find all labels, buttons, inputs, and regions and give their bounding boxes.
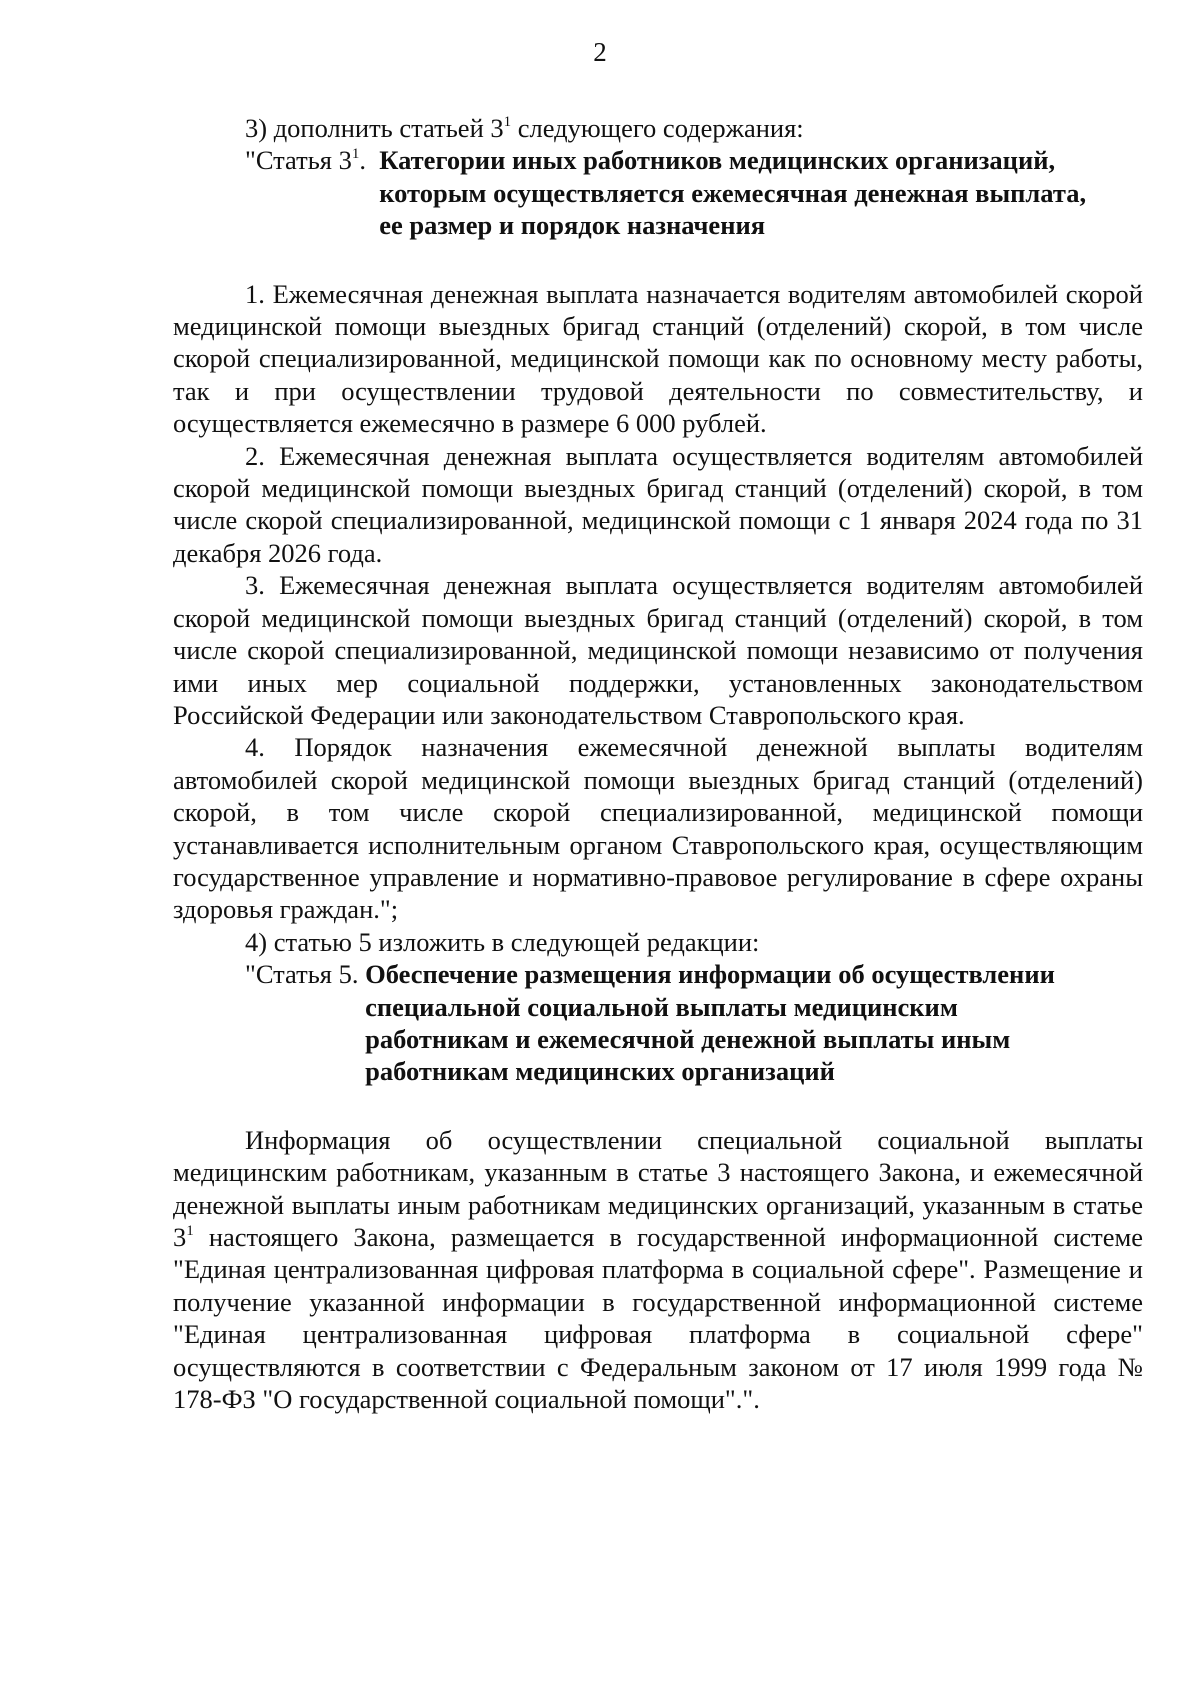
article-31-label-dot: .	[359, 145, 366, 176]
superscript: 1	[186, 1223, 194, 1239]
article-5-heading	[173, 958, 1143, 1088]
document-body	[173, 112, 1143, 1415]
article-31-paragraph-2: 2. Ежемесячная денежная выплата осуществляется водителям автомобилей скорой медицинской помощи выездных бригад станций (отделений) скорой, в том числе скорой специализированной, медицинской помощи с 1 января 2024 года по 31 декабря 2026 года.	[173, 440, 1143, 568]
article-5-title	[365, 958, 1143, 1088]
item-4-intro: 4) статью 5 изложить в следующей редакции:	[245, 926, 760, 957]
article-31-heading	[173, 144, 1143, 241]
article-5-title-line: специальной социальной выплаты медицинским	[365, 991, 958, 1022]
article-5-paragraph-text-end: настоящего Закона, размещается в государственной информационной системе "Единая централизованная цифровая платформа в социальной сфере". Размещение и получение указанной информации в государственной информационной системе "Единая централизованная цифровая платформа в социальной сфере" осуществляются в соответствии с Федеральным законом от 17 июля 1999 года № 178-ФЗ "О государственной социальной помощи".".	[173, 1222, 1143, 1415]
spacer	[173, 1088, 1143, 1124]
article-31-title-line: ее размер и порядок назначения	[379, 210, 766, 241]
item-3-intro-text: 3) дополнить статьей 3	[245, 113, 504, 143]
article-31-paragraph-3: 3. Ежемесячная денежная выплата осуществляется водителям автомобилей скорой медицинской помощи выездных бригад станций (отделений) скорой, в том числе скорой специализированной, медицинской помощи независимо от получения ими иных мер социальной поддержки, установленных законодательством Российской Федерации или законодательством Ставропольского края.	[173, 570, 1143, 730]
article-5-label-text: "Статья 5.	[245, 959, 359, 990]
superscript: 1	[351, 146, 360, 163]
article-31-label-text: "Статья 3	[245, 145, 352, 176]
article-5-paragraph	[173, 1124, 1143, 1416]
item-3-intro	[173, 112, 1143, 144]
article-5-title-line: Обеспечение размещения информации об осуществлении	[365, 959, 1055, 990]
spacer	[173, 242, 1143, 278]
article-5-paragraph-text: Информация об осуществлении специальной социальной выплаты медицинским работникам, указанным в статье 3 настоящего Закона, и ежемесячной денежной выплаты иным работникам медицинских организаций, указанным в статье 3	[173, 1124, 1143, 1252]
article-5-label	[245, 958, 365, 1088]
page-number: 2	[593, 37, 607, 67]
article-31-title	[379, 144, 1143, 241]
article-31-paragraph-4: 4. Порядок назначения ежемесячной денежной выплаты водителям автомобилей скорой медицинской помощи выездных бригад станций (отделений) скорой, в том числе скорой специализированной, медицинской помощи устанавливается исполнительным органом Ставропольского края, осуществляющим государственное управление и нормативно-правовое регулирование в сфере охраны здоровья граждан.";	[173, 732, 1143, 925]
superscript: 1	[503, 114, 512, 130]
article-31-title-line: Категории иных работников медицинских организаций,	[379, 145, 1056, 176]
article-5-title-line: работникам и ежемесячной денежной выплаты иным	[365, 1023, 1011, 1054]
article-31-title-line: которым осуществляется ежемесячная денежная выплата,	[379, 177, 1087, 208]
item-3-intro-text-end: следующего содержания:	[511, 113, 804, 143]
article-31-label	[245, 144, 379, 241]
article-31-paragraph-1: 1. Ежемесячная денежная выплата назначается водителям автомобилей скорой медицинской помощи выездных бригад станций (отделений) скорой, в том числе скорой специализированной, медицинской помощи как по основному месту работы, так и при осуществлении трудовой деятельности по совместительству, и осуществляется ежемесячно в размере 6 000 рублей.	[173, 278, 1143, 439]
article-5-title-line: работникам медицинских организаций	[365, 1056, 835, 1087]
